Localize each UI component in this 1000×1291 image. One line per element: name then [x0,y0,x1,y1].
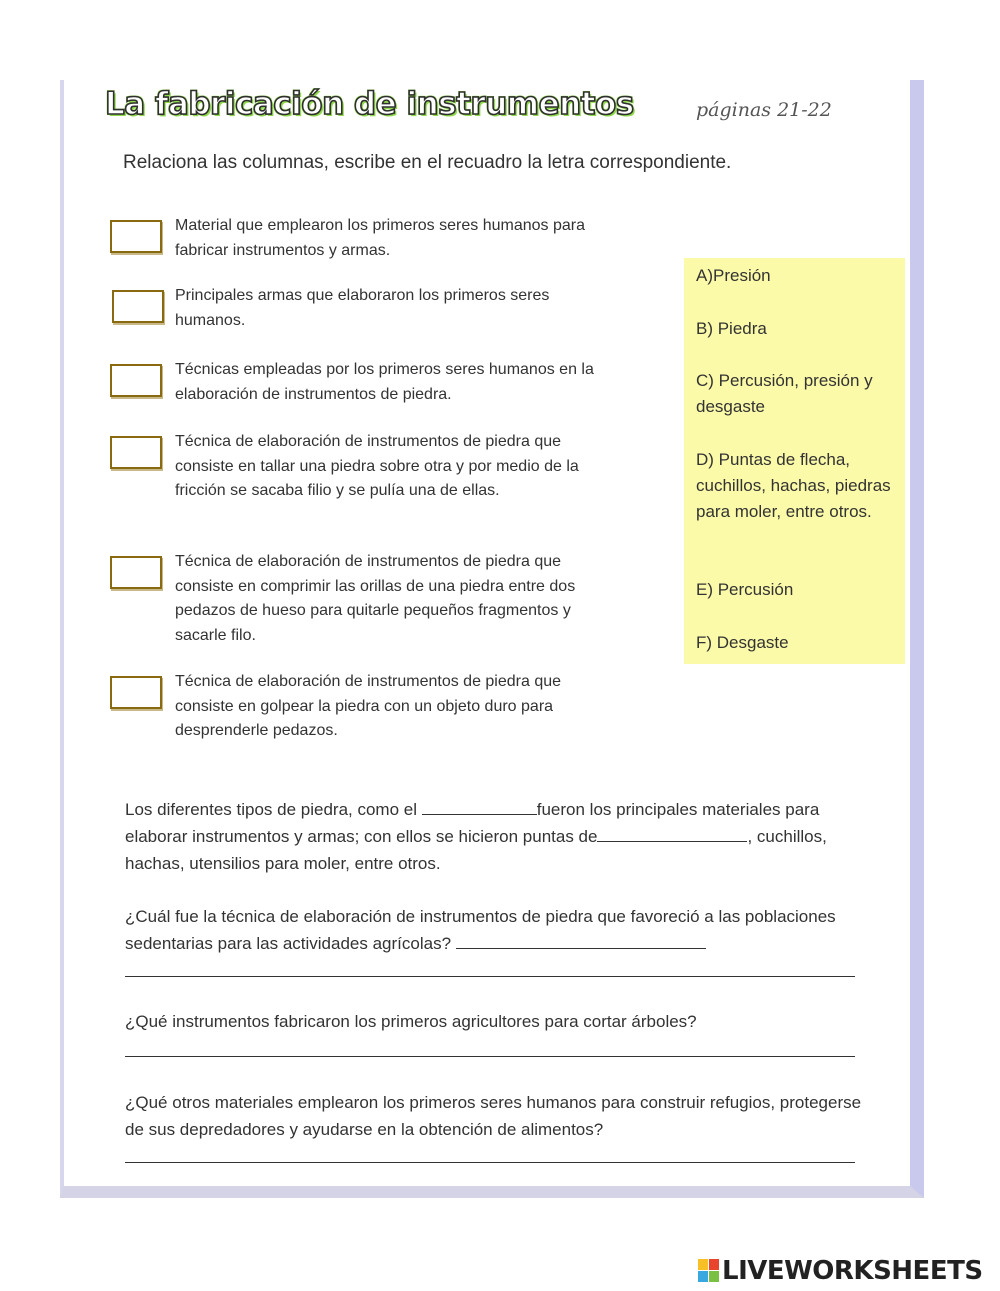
liveworksheets-icon [698,1259,720,1283]
match-item-text: Técnica de elaboración de instrumentos de piedra que consiste en tallar una piedra sobre otra y por medio de la fricción se sacaba filio y se pulía una de ellas. [175,433,579,499]
answer-line[interactable] [125,1162,855,1163]
option-e: E) Percusión [696,580,794,599]
question-1-text: ¿Cuál fue la técnica de elaboración de instrumentos de piedra que favoreció a las poblaciones sedentarias para las actividades agrícolas? [125,907,836,953]
answer-line[interactable] [125,1056,855,1057]
match-item-text: Principales armas que elaboraron los primeros seres humanos. [175,287,550,329]
page-reference: páginas 21-22 [696,99,832,121]
answer-box[interactable] [110,556,162,589]
option-a: A)Presión [696,266,771,285]
match-item-text: Material que emplearon los primeros seres humanos para fabricar instrumentos y armas. [175,217,585,259]
question-3 [125,1089,865,1143]
brand-logo [698,1256,983,1286]
question-2-text: ¿Qué instrumentos fabricaron los primeros agricultores para cortar árboles? [125,1012,697,1031]
option-c: C) Percusión, presión y desgaste [696,371,873,416]
blank-1[interactable] [422,798,537,815]
options-panel [684,258,905,664]
option-f: F) Desgaste [696,633,789,652]
fill-text-1: Los diferentes tipos de piedra, como el [125,800,418,819]
option-d: D) Puntas de flecha, cuchillos, hachas, piedras para moler, entre otros. [696,450,891,521]
option-b: B) Piedra [696,319,767,338]
question-3-text: ¿Qué otros materiales emplearon los primeros seres humanos para construir refugios, protegerse de sus depredadores y ayudarse en la obtención de alimentos? [125,1093,862,1139]
answer-box[interactable] [110,676,162,709]
question-2 [125,1008,865,1035]
brand-name: LIVEWORKSHEETS [722,1256,983,1286]
answer-box[interactable] [110,220,162,253]
answer-line-inline[interactable] [456,932,706,949]
match-item-text: Técnicas empleadas por los primeros seres humanos en la elaboración de instrumentos de piedra. [175,361,594,403]
fill-in-paragraph [125,796,865,877]
answer-box[interactable] [110,364,162,397]
instruction-text: Relaciona las columnas, escribe en el recuadro la letra correspondiente. [123,152,732,173]
question-1 [125,903,865,957]
fill-text-3: , cuchillos, hachas, utensilios para moler, entre otros. [125,827,827,873]
match-item-text: Técnica de elaboración de instrumentos de piedra que consiste en golpear la piedra con un objeto duro para desprenderle pedazos. [175,673,562,739]
match-item-text: Técnica de elaboración de instrumentos de piedra que consiste en comprimir las orillas de una piedra entre dos pedazos de hueso para quitarle pequeños fragmentos y sacarle filo. [175,553,576,644]
answer-line[interactable] [125,976,855,977]
blank-2[interactable] [597,825,747,842]
worksheet-title: La fabricación de instrumentos [105,86,634,122]
fill-text-2: fueron los principales materiales para elaborar instrumentos y armas; con ellos se hicieron puntas de [125,800,820,846]
answer-box[interactable] [110,436,162,469]
answer-box[interactable] [112,290,164,323]
